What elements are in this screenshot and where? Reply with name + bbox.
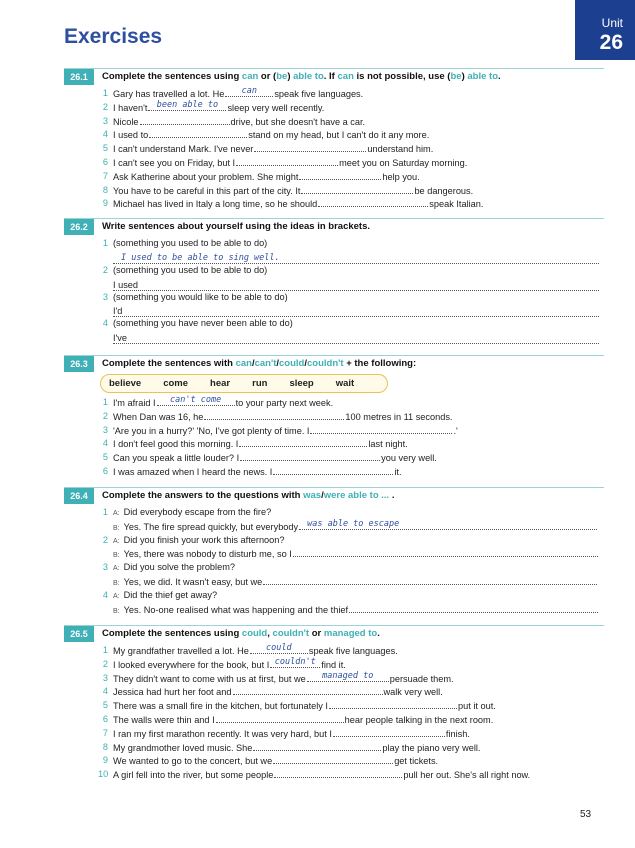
- answer-blank[interactable]: [329, 699, 457, 709]
- answer-blank[interactable]: [299, 520, 597, 530]
- exercise-header: [64, 355, 604, 371]
- item-text: [113, 410, 452, 425]
- list-item: [64, 713, 604, 727]
- list-item: [64, 87, 604, 101]
- item-number: 3: [102, 672, 108, 683]
- item-text-after: help you.: [382, 171, 420, 182]
- item-list: [64, 396, 604, 479]
- list-item: [64, 291, 604, 305]
- dialogue-question: [64, 534, 604, 548]
- question-text: [113, 561, 235, 576]
- item-text-before: I haven't: [113, 102, 148, 113]
- item-number: 7: [102, 170, 108, 181]
- item-text: [113, 685, 443, 700]
- item-text: [113, 741, 480, 756]
- item-text-after: walk very well.: [383, 687, 443, 698]
- exercise-number: 26.4: [64, 488, 94, 504]
- answer-blank[interactable]: [293, 547, 598, 557]
- answer-line[interactable]: [113, 304, 599, 317]
- answer-text: couldn't: [274, 656, 316, 667]
- speaker-a-label: A:: [113, 565, 120, 573]
- exercise-instruction: Write sentences about yourself using the ideas in brackets.: [102, 221, 371, 232]
- question-text: [113, 506, 271, 521]
- exercise-instruction: Complete the answers to the questions with was/were able to ... .: [102, 490, 395, 501]
- list-item: [64, 317, 604, 331]
- list-item: [64, 754, 604, 768]
- item-number: 9: [102, 198, 108, 209]
- item-text-after: play the piano very well.: [382, 742, 481, 753]
- answer-blank[interactable]: [270, 658, 320, 668]
- list-item: [64, 197, 604, 211]
- exercise-instruction: Complete the sentences using could, couldn't or managed to.: [102, 628, 380, 639]
- item-text-before: My grandmother loved music. She: [113, 742, 253, 753]
- question-text: [113, 589, 217, 604]
- item-number: 2: [102, 101, 108, 112]
- answer-start: Yes. The fire spread quickly, but everybody: [123, 521, 299, 532]
- item-number: 2: [102, 264, 108, 275]
- question: Did you solve the problem?: [123, 562, 235, 573]
- exercise-instruction: Complete the sentences with can/can't/could/couldn't + the following:: [102, 358, 417, 369]
- question: Did you finish your work this afternoon?: [123, 534, 285, 545]
- item-number: 5: [102, 452, 108, 463]
- answer-blank[interactable]: [273, 754, 393, 764]
- item-text-after: last night.: [368, 439, 408, 450]
- item-number: 1: [102, 88, 108, 98]
- item-text-after: pull her out. She's all right now.: [403, 770, 531, 781]
- list-item: [64, 396, 604, 410]
- answer-blank[interactable]: [310, 424, 452, 434]
- item-number: 1: [102, 645, 108, 655]
- item-number: 3: [102, 115, 108, 126]
- item-list: [64, 506, 604, 616]
- item-text: [113, 170, 420, 185]
- exercise-header: [64, 625, 604, 641]
- list-item: [64, 658, 604, 672]
- item-text: [113, 184, 473, 199]
- item-text-before: I was amazed when I heard the news. I: [113, 466, 273, 477]
- answer-blank[interactable]: [236, 156, 338, 166]
- answer-blank[interactable]: [349, 603, 598, 613]
- answer-blank[interactable]: [204, 410, 344, 420]
- answer-text: I used to be able to sing well.: [121, 252, 280, 263]
- item-text: [113, 672, 454, 687]
- item-text: [113, 465, 402, 480]
- answer-blank[interactable]: [157, 396, 235, 406]
- answer-text: can: [241, 86, 257, 96]
- answer-text: been able to: [156, 99, 219, 110]
- exercise-number: 26.5: [64, 626, 94, 642]
- item-text: [113, 115, 365, 130]
- exercise-26-4: [64, 487, 604, 616]
- answer-blank[interactable]: [149, 128, 247, 138]
- item-text: [113, 142, 433, 157]
- list-item: [64, 699, 604, 713]
- item-number: 5: [102, 143, 108, 154]
- item-text-before: Ask Katherine about your problem. She might: [113, 171, 299, 182]
- list-item: [64, 410, 604, 424]
- answer-line: [113, 603, 599, 619]
- item-number: 9: [102, 755, 108, 766]
- answer-line[interactable]: [113, 278, 599, 291]
- item-number: 8: [102, 184, 108, 195]
- answer-start: Yes. No-one realised what was happening and the thief: [123, 604, 349, 615]
- list-item: [64, 184, 604, 198]
- item-text-after: speak Italian.: [429, 199, 484, 210]
- speaker-b-label: B:: [113, 607, 120, 615]
- list-item: [64, 465, 604, 479]
- answer-blank[interactable]: [216, 713, 344, 723]
- item-text-after: get tickets.: [394, 756, 439, 767]
- answer-start: I've: [113, 333, 128, 344]
- item-text-after: you very well.: [381, 453, 437, 464]
- list-item: [64, 142, 604, 156]
- page-title: Exercises: [64, 25, 163, 48]
- dialogue-question: [64, 506, 604, 520]
- answer-line[interactable]: [113, 331, 599, 344]
- word-option: hear: [210, 378, 231, 389]
- item-text-before: There was a small fire in the kitchen, but fortunately I: [113, 701, 328, 712]
- answer-blank[interactable]: [250, 644, 308, 654]
- word-box: [100, 374, 388, 393]
- answer-start: I'd: [113, 306, 123, 317]
- exercise-header: [64, 487, 604, 503]
- list-item: [64, 451, 604, 465]
- item-number: 7: [102, 727, 108, 738]
- item-text-after: put it out.: [458, 701, 496, 712]
- item-text-before: I looked everywhere for the book, but I: [113, 659, 270, 670]
- item-number: 6: [102, 156, 108, 167]
- item-prompt: (something you have never been able to do): [113, 318, 293, 329]
- list-item: [64, 101, 604, 115]
- item-number: 4: [102, 129, 108, 140]
- item-number: 4: [102, 589, 108, 600]
- exercise-number: 26.3: [64, 356, 94, 372]
- item-list: [64, 87, 604, 211]
- word-option: run: [252, 378, 268, 389]
- dialogue-answer: [64, 520, 604, 534]
- item-text: [113, 727, 470, 742]
- item-text: [113, 197, 483, 212]
- dialogue-answer: [64, 603, 604, 617]
- question: Did the thief get away?: [123, 589, 218, 600]
- item-text: [113, 754, 438, 769]
- answer-start: Yes, we did. It wasn't easy, but we: [123, 576, 263, 587]
- item-number: 6: [102, 713, 108, 724]
- item-number: 4: [102, 318, 108, 329]
- item-number: 8: [102, 741, 108, 752]
- list-item: [64, 237, 604, 251]
- item-text-after: understand him.: [367, 144, 434, 155]
- answer-blank[interactable]: [140, 115, 230, 125]
- answer-blank[interactable]: [273, 465, 393, 475]
- item-list: [64, 237, 604, 344]
- item-number: 4: [102, 438, 108, 449]
- answer-blank[interactable]: [225, 87, 273, 97]
- item-text-after: hear people talking in the next room.: [344, 714, 494, 725]
- item-text: [113, 128, 429, 143]
- item-number: 3: [102, 291, 108, 302]
- exercise-26-5: [64, 625, 604, 782]
- item-text-before: I can't understand Mark. I've never: [113, 144, 254, 155]
- exercise-header: [64, 68, 604, 84]
- item-text-before: They didn't want to come with us at first, but we: [113, 673, 306, 684]
- exercise-26-1: [64, 68, 604, 211]
- item-text: [113, 101, 324, 116]
- item-text: [113, 644, 398, 659]
- question: Did everybody escape from the fire?: [123, 507, 272, 517]
- item-text: [113, 424, 458, 439]
- item-number: 4: [102, 686, 108, 697]
- item-number: 2: [102, 410, 108, 421]
- item-text-after: persuade them.: [389, 673, 454, 684]
- answer-line[interactable]: [113, 251, 599, 264]
- answer-blank[interactable]: [148, 101, 226, 111]
- page-number: 53: [580, 809, 592, 820]
- unit-number: 26: [599, 31, 623, 54]
- answer-start: I used: [113, 279, 139, 290]
- item-text: [113, 713, 493, 728]
- answer-blank[interactable]: [301, 184, 413, 194]
- item-text-after: be dangerous.: [414, 185, 474, 196]
- answer-blank[interactable]: [318, 197, 428, 207]
- item-text-before: You have to be careful in this part of the city. It: [113, 185, 301, 196]
- item-text: [113, 451, 437, 466]
- answer-blank[interactable]: [307, 672, 389, 682]
- item-number: 3: [102, 562, 108, 573]
- exercise-header: [64, 218, 604, 234]
- speaker-a-label: A:: [113, 592, 120, 600]
- item-number: 10: [98, 769, 109, 780]
- dialogue-answer: [64, 547, 604, 561]
- item-text-before: Michael has lived in Italy a long time, so he should: [113, 199, 318, 210]
- item-text-after: to your party next week.: [235, 398, 334, 408]
- speaker-a-label: A:: [113, 510, 120, 517]
- answer-blank[interactable]: [254, 142, 366, 152]
- item-text-before: Jessica had hurt her foot and: [113, 687, 232, 698]
- exercise-number: 26.1: [64, 69, 94, 85]
- item-number: 2: [102, 658, 108, 669]
- item-text-before: Gary has travelled a lot. He: [113, 89, 225, 99]
- list-item: [64, 437, 604, 451]
- item-text-after: .': [453, 425, 458, 436]
- item-text-after: drive, but she doesn't have a car.: [230, 116, 366, 127]
- list-item: [64, 768, 604, 782]
- answer-blank[interactable]: [263, 575, 597, 585]
- list-item: [64, 264, 604, 278]
- item-prompt: (something you would like to be able to do): [113, 291, 288, 302]
- list-item: [64, 156, 604, 170]
- answer-blank[interactable]: [233, 685, 383, 695]
- list-item: [64, 644, 604, 658]
- item-number: 2: [102, 534, 108, 545]
- item-number: 3: [102, 424, 108, 435]
- list-item: [64, 741, 604, 755]
- unit-badge: [575, 0, 635, 60]
- list-item: [64, 727, 604, 741]
- item-prompt: (something you used to be able to do): [113, 238, 268, 248]
- answer-text: can't come: [170, 395, 222, 405]
- item-text: [113, 437, 408, 452]
- item-text-before: I'm afraid I: [113, 398, 156, 408]
- item-number: 5: [102, 700, 108, 711]
- unit-label: Unit: [601, 16, 623, 30]
- answer-start: Yes, there was nobody to disturb me, so I: [123, 549, 292, 560]
- item-text-before: My grandfather travelled a lot. He: [113, 646, 249, 656]
- item-text-before: The walls were thin and I: [113, 714, 215, 725]
- item-text-before: Nicole: [113, 116, 139, 127]
- item-text: [113, 699, 496, 714]
- list-item: [64, 672, 604, 686]
- item-number: 1: [102, 507, 108, 517]
- item-text-before: When Dan was 16, he: [113, 411, 204, 422]
- word-option: wait: [335, 378, 355, 389]
- item-text: [113, 768, 530, 783]
- dialogue-question: [64, 561, 604, 575]
- answer-blank[interactable]: [239, 437, 367, 447]
- item-text-after: stand on my head, but I can't do it any more.: [248, 130, 430, 141]
- question-text: [113, 534, 285, 549]
- item-text-after: speak five languages.: [308, 646, 398, 656]
- answer-blank[interactable]: [299, 170, 381, 180]
- answer-blank[interactable]: [274, 768, 402, 778]
- word-option: sleep: [289, 378, 314, 389]
- item-text: [113, 156, 467, 171]
- speaker-a-label: A:: [113, 537, 120, 545]
- exercise-number: 26.2: [64, 219, 94, 235]
- list-item: [64, 424, 604, 438]
- answer-blank[interactable]: [333, 727, 445, 737]
- item-text-after: sleep very well recently.: [227, 102, 325, 113]
- dialogue-question: [64, 589, 604, 603]
- item-text-before: A girl fell into the river, but some people: [113, 770, 274, 781]
- exercise-26-2: [64, 218, 604, 344]
- exercise-instruction: Complete the sentences using can or (be) able to. If can is not possible, use (be) able to.: [102, 71, 501, 82]
- dialogue-answer: [64, 575, 604, 589]
- speaker-b-label: B:: [113, 552, 120, 560]
- item-text-before: I ran my first marathon recently. It was very hard, but I: [113, 728, 332, 739]
- item-number: 6: [102, 465, 108, 476]
- answer-blank[interactable]: [240, 451, 380, 461]
- exercise-26-3: [64, 355, 604, 479]
- word-option: believe: [109, 378, 142, 389]
- word-option: come: [163, 378, 189, 389]
- item-text-after: it.: [394, 466, 402, 477]
- list-item: [64, 115, 604, 129]
- item-text-before: I can't see you on Friday, but I: [113, 157, 236, 168]
- list-item: [64, 128, 604, 142]
- answer-text: could: [266, 643, 292, 653]
- item-prompt: (something you used to be able to do): [113, 264, 268, 275]
- item-text-before: 'Are you in a hurry?' 'No, I've got plenty of time. I: [113, 425, 310, 436]
- item-text-after: meet you on Saturday morning.: [339, 157, 468, 168]
- answer-blank[interactable]: [253, 741, 381, 751]
- speaker-b-label: B:: [113, 524, 120, 532]
- item-text-after: find it.: [321, 659, 346, 670]
- item-text-before: We wanted to go to the concert, but we: [113, 756, 273, 767]
- speaker-b-label: B:: [113, 579, 120, 587]
- item-text-before: I don't feel good this morning. I: [113, 439, 239, 450]
- item-text-after: 100 metres in 11 seconds.: [345, 411, 453, 422]
- item-number: 1: [102, 397, 108, 407]
- answer-text: was able to escape: [307, 518, 400, 529]
- list-item: [64, 170, 604, 184]
- item-number: 1: [102, 238, 108, 248]
- list-item: [64, 685, 604, 699]
- answer-text: managed to: [322, 670, 374, 681]
- item-text-before: Can you speak a little louder? I: [113, 453, 240, 464]
- item-text-before: I used to: [113, 130, 149, 141]
- item-text: [113, 396, 333, 411]
- item-text-after: speak five languages.: [274, 89, 364, 99]
- item-list: [64, 644, 604, 782]
- item-text-after: finish.: [445, 728, 470, 739]
